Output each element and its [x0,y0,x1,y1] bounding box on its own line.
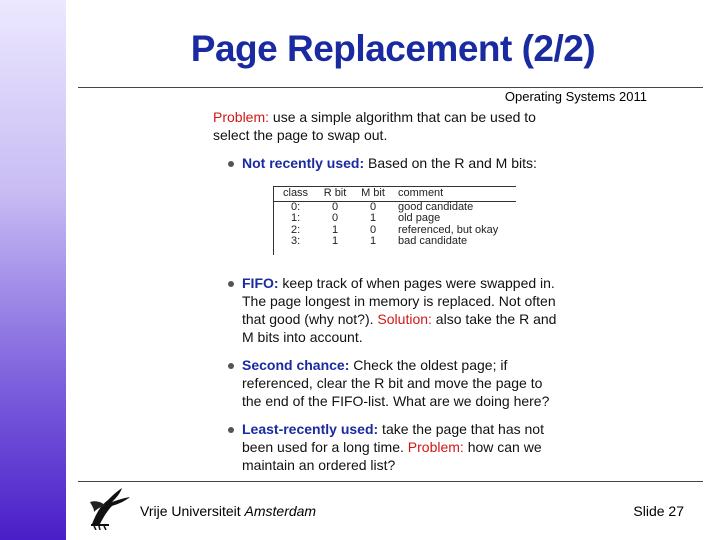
bullet-label: Least-recently used: [242,421,379,437]
cell-comment: referenced, but okay [398,224,499,236]
top-divider [78,87,703,88]
header-mbit: M bit [361,187,385,199]
cell-mbit: 1 [369,235,377,247]
bottom-divider [78,481,703,482]
bullet-dot [228,281,234,287]
rm-bit-table [213,186,558,256]
bullet-red-label: Problem: [407,439,464,455]
bullet-dot [228,427,234,433]
griffin-logo-icon [86,484,132,530]
bullet-label: Not recently used: [242,155,365,171]
cell-class: 1: [291,212,301,224]
slide-number: Slide 27 [633,503,684,519]
cell-class: 2: [291,223,301,236]
sidebar-gradient [0,0,66,540]
cell-class: 0: [291,200,301,213]
cell-mbit: 0 [369,200,377,213]
table-row [274,225,516,237]
bullet-red-label: Solution: [377,311,432,327]
bullet-text-2: also take the R and M bits into account. [242,311,557,345]
footer-city: Amsterdam [244,503,317,519]
bullet-label: FIFO: [242,275,279,291]
bullet-label: Second chance: [242,357,350,373]
cell-comment: bad candidate [398,236,468,247]
cell-mbit: 1 [369,212,377,224]
header-class: class [283,187,309,199]
cell-rbit: 0 [331,200,339,213]
slide-title: Page Replacement (2/2) [190,28,596,69]
table-row [274,213,516,225]
bullet-text-2: how can we maintain an ordered list? [242,439,542,473]
bullet-dot [228,363,234,369]
table-row [274,202,516,214]
cell-comment: good candidate [398,201,474,213]
cell-rbit: 0 [331,212,339,224]
problem-label: Problem: [213,109,270,125]
table-left-border [273,186,274,255]
bullet-dot [228,161,234,167]
bullet-text: keep track of when pages were swapped in. The page longest in memory is replaced. Not often that good (why not?). [242,275,556,327]
table-row [274,236,516,248]
bullet-text: take the page that has not been used for a long time. [242,421,544,455]
bullet-text: Check the oldest page; if referenced, clear the R bit and move the page to the end of the FIFO-list. What are we doing here? [242,357,550,409]
bullet-second-chance [213,356,558,410]
problem-paragraph [213,108,558,144]
bullet-nru [213,154,558,172]
cell-comment: old page [398,213,441,224]
cell-mbit: 0 [369,223,377,236]
cell-rbit: 1 [331,235,339,247]
cell-class: 3: [291,235,301,247]
bullet-lru [213,420,558,474]
header-comment: comment [398,188,444,199]
footer-university [140,503,316,519]
bullet-fifo [213,274,558,346]
slide-content [213,108,558,474]
table-header [274,186,516,202]
bullet-text: Based on the R and M bits: [364,155,537,171]
cell-rbit: 1 [331,223,339,236]
course-subtitle: Operating Systems 2011 [504,89,647,104]
header-rbit: R bit [323,187,347,199]
footer-university-name: Vrije Universiteit [140,503,241,519]
problem-text: use a simple algorithm that can be used to select the page to swap out. [213,109,536,143]
